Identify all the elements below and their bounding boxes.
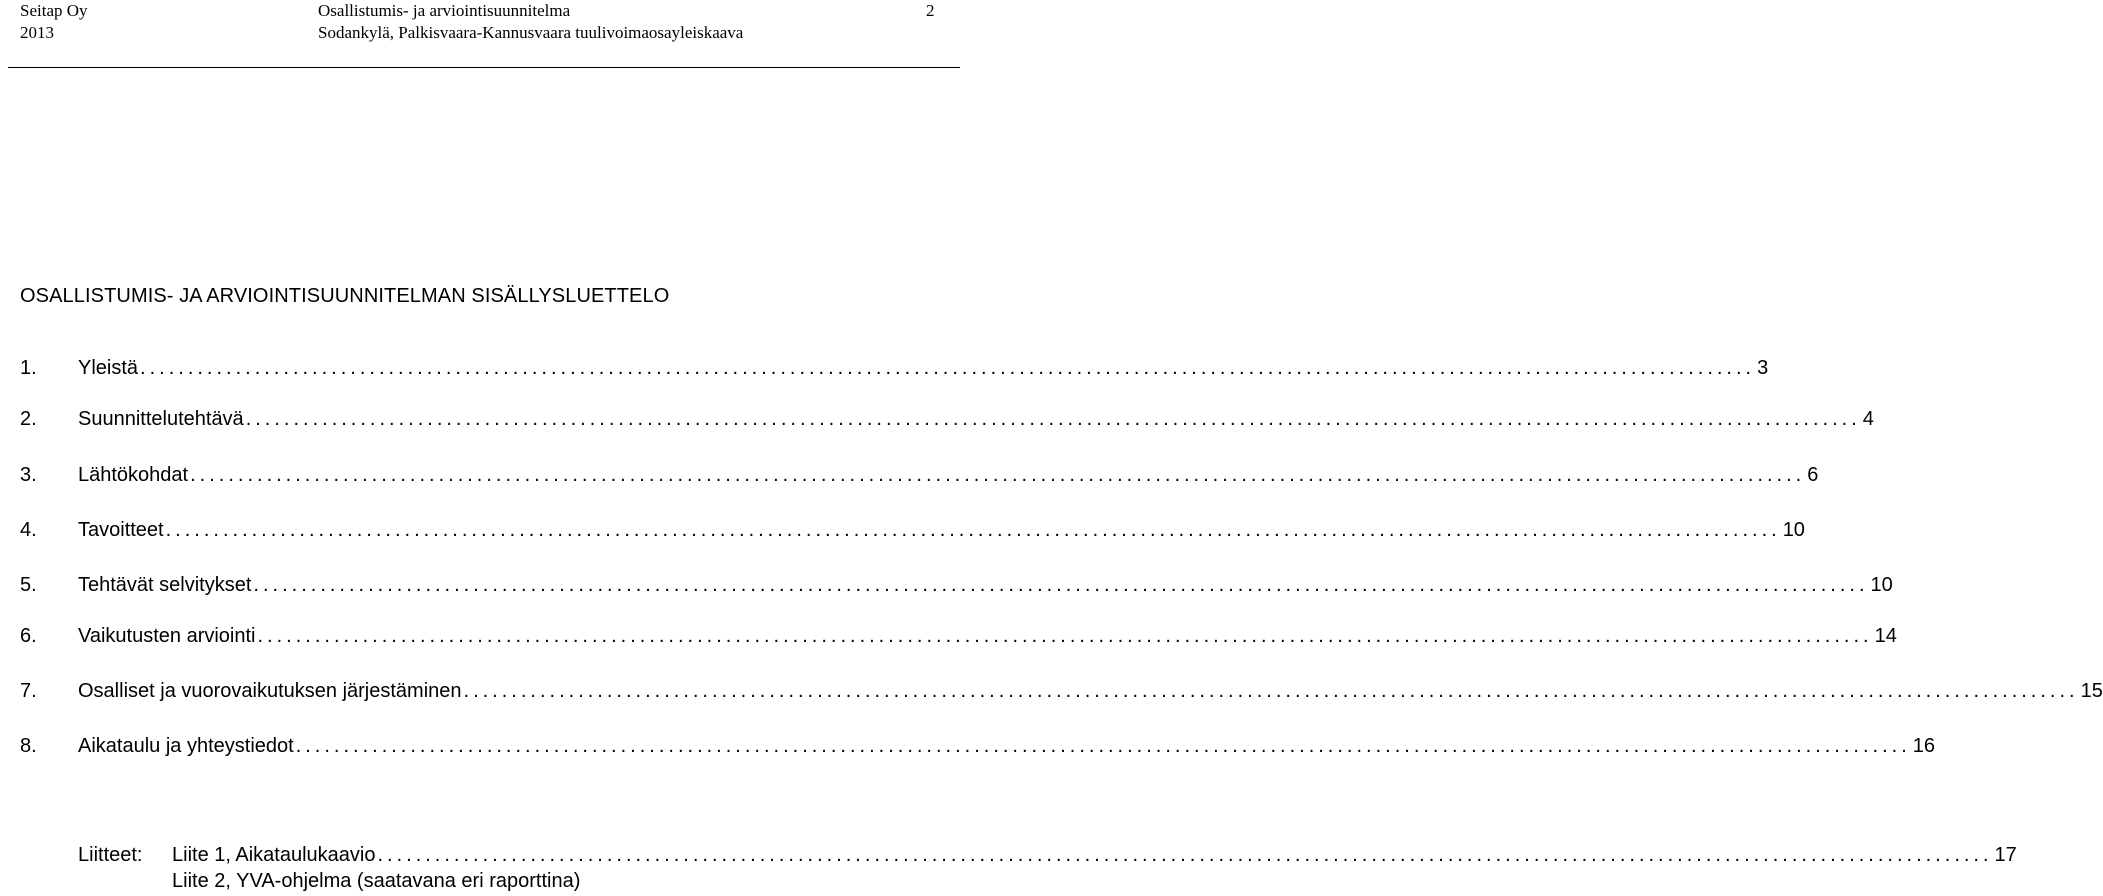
toc-item-number: 4.	[20, 519, 37, 541]
toc-item-label: Aikataulu ja yhteystiedot	[78, 735, 294, 757]
page-header	[0, 0, 960, 68]
attachment-page: 17	[1994, 844, 2017, 866]
toc-item-number: 3.	[20, 464, 37, 486]
toc-item-tehtavat-selvitykset[interactable]	[20, 571, 1893, 599]
toc-item-number: 5.	[20, 574, 37, 596]
toc-item-osalliset[interactable]	[20, 677, 2103, 705]
toc-item-tavoitteet[interactable]	[20, 516, 1805, 544]
toc-item-label: Osalliset ja vuorovaikutuksen järjestäminen	[78, 680, 462, 702]
toc-item-number: 1.	[20, 357, 37, 379]
toc-item-label: Vaikutusten arviointi	[78, 625, 256, 647]
toc-leader-dots: .........................................................................................................................................................................	[463, 680, 2079, 702]
toc-leader-dots: .........................................................................................................................................................................	[377, 844, 1993, 866]
header-page-number: 2	[926, 1, 935, 20]
header-divider	[8, 67, 960, 68]
toc-item-suunnittelutehtava[interactable]	[20, 405, 1874, 433]
toc-leader-dots: .........................................................................................................................................................................	[190, 464, 1806, 486]
attachment-item-2[interactable]	[172, 868, 580, 894]
attachments-label: Liitteet:	[78, 844, 143, 866]
toc-item-number: 2.	[20, 408, 37, 430]
toc-item-vaikutusten-arviointi[interactable]	[20, 622, 1897, 650]
header-doc-subtitle: Sodankylä, Palkisvaara-Kannusvaara tuulivoimaosayleiskaava	[318, 23, 744, 42]
toc-heading: OSALLISTUMIS- JA ARVIOINTISUUNNITELMAN SISÄLLYSLUETTELO	[20, 285, 670, 307]
toc-item-page: 3	[1757, 357, 1769, 379]
toc-leader-dots: .........................................................................................................................................................................	[140, 357, 1756, 379]
toc-item-page: 10	[1782, 519, 1805, 541]
attachment-label: Liite 2, YVA-ohjelma (saatavana eri raporttina)	[172, 870, 581, 892]
toc-leader-dots: .........................................................................................................................................................................	[165, 519, 1781, 541]
header-doc-title: Osallistumis- ja arviointisuunnitelma	[318, 1, 571, 20]
toc-item-label: Tehtävät selvitykset	[78, 574, 252, 596]
toc-item-label: Suunnittelutehtävä	[78, 408, 244, 430]
toc-item-page: 15	[2080, 680, 2103, 702]
toc-leader-dots: .........................................................................................................................................................................	[253, 574, 1869, 596]
toc-item-page: 10	[1870, 574, 1893, 596]
toc-item-number: 8.	[20, 735, 37, 757]
attachment-label: Liite 1, Aikataulukaavio	[172, 844, 376, 866]
toc-item-page: 16	[1912, 735, 1936, 757]
toc-item-label: Lähtökohdat	[78, 464, 189, 486]
toc-leader-dots: .........................................................................................................................................................................	[245, 408, 1861, 430]
toc-item-page: 14	[1874, 625, 1897, 647]
toc-item-number: 7.	[20, 680, 37, 702]
toc-leader-dots: .........................................................................................................................................................................	[295, 735, 1911, 757]
toc-leader-dots: .........................................................................................................................................................................	[257, 625, 1873, 647]
attachment-item-1[interactable]	[172, 842, 2017, 868]
toc-item-yleista[interactable]	[20, 354, 1769, 382]
toc-item-label: Tavoitteet	[78, 519, 164, 541]
toc-item-number: 6.	[20, 625, 37, 647]
toc-item-lahtokohdat[interactable]	[20, 461, 1819, 489]
toc-item-label: Yleistä	[78, 357, 139, 379]
toc-item-page: 6	[1807, 464, 1819, 486]
header-year: 2013	[20, 23, 54, 42]
toc-item-aikataulu[interactable]	[20, 732, 1936, 760]
header-company: Seitap Oy	[20, 1, 88, 20]
toc-item-page: 4	[1862, 408, 1874, 430]
